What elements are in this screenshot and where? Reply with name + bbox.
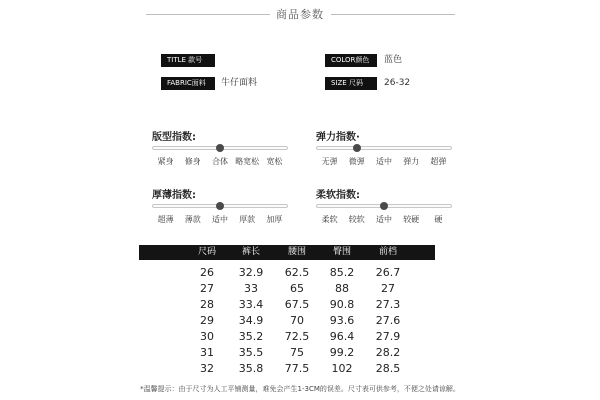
size-table-cell: 26.7 (375, 266, 401, 279)
size-table-header-cell: 前档 (378, 247, 398, 257)
softness-option: 柔软 (321, 215, 338, 224)
size-table-cell: 27 (200, 282, 214, 295)
fit-index-title: 版型指数: (152, 132, 196, 143)
size-table-cell: 35.2 (238, 330, 264, 343)
size-table-cell: 99.2 (329, 346, 355, 359)
softness-option: 硬 (434, 215, 443, 224)
fabric-label: FABRIC面料 (161, 77, 215, 90)
softness-index-marker (380, 202, 388, 210)
size-table-cell: 32 (200, 362, 214, 375)
size-table-cell: 28.2 (375, 346, 401, 359)
size-table-cell: 102 (331, 362, 353, 375)
size-table-header-cell: 臀围 (332, 247, 352, 257)
fit-option: 合体 (212, 157, 228, 166)
color-value: 蓝色 (384, 55, 403, 65)
thickness-option: 适中 (212, 215, 228, 224)
elastic-index-marker (353, 144, 361, 152)
size-table-cell: 29 (200, 314, 214, 327)
size-table-cell: 27.9 (375, 330, 401, 343)
size-table-header-cell: 尺码 (197, 247, 217, 257)
softness-option: 较软 (348, 215, 365, 224)
size-table-cell: 67.5 (284, 298, 310, 311)
size-table-cell: 28.5 (375, 362, 401, 375)
elastic-option: 微弹 (348, 157, 365, 166)
measurement-note: *温馨提示：由于尺寸为人工平铺测量，难免会产生1-3CM的误差。尺寸表可供参考，不便之处请谅解。 (140, 385, 460, 393)
size-table-cell: 31 (200, 346, 214, 359)
elastic-index-title: 弹力指数· (316, 132, 360, 143)
section-title: 商品参数 (276, 8, 324, 21)
size-table-cell: 33 (244, 282, 258, 295)
thickness-index-marker (216, 202, 224, 210)
size-table-header-cell: 裤长 (241, 247, 261, 257)
size-table-cell: 34.9 (238, 314, 264, 327)
size-table-cell: 70 (290, 314, 304, 327)
fit-option: 修身 (184, 157, 201, 166)
thickness-index-title: 厚薄指数: (152, 190, 196, 201)
elastic-option: 弹力 (403, 157, 420, 166)
softness-option: 较硬 (403, 215, 420, 224)
size-table-cell: 33.4 (238, 298, 264, 311)
thickness-option: 超薄 (157, 215, 174, 224)
fit-option: 紧身 (157, 157, 174, 166)
size-table-header-cell: 腰围 (287, 247, 307, 257)
elastic-option: 超弹 (430, 157, 447, 166)
fit-option: 略宽松 (235, 157, 260, 166)
header-divider-right (331, 14, 455, 15)
size-table-cell: 27 (381, 282, 395, 295)
size-table-cell: 27.3 (375, 298, 401, 311)
fabric-value: 牛仔面料 (221, 78, 258, 88)
size-table-cell: 75 (290, 346, 304, 359)
title-label: TITLE 款号 (161, 54, 215, 67)
thickness-option: 加厚 (266, 215, 283, 224)
size-label: SIZE 尺码 (325, 77, 377, 90)
size-table-cell: 32.9 (238, 266, 264, 279)
size-table-cell: 77.5 (284, 362, 310, 375)
elastic-option: 适中 (376, 157, 392, 166)
size-table-cell: 90.8 (329, 298, 355, 311)
size-table-cell: 27.6 (375, 314, 401, 327)
size-table-cell: 93.6 (329, 314, 355, 327)
softness-option: 适中 (376, 215, 392, 224)
thickness-option: 厚款 (239, 215, 256, 224)
size-table-cell: 96.4 (329, 330, 355, 343)
size-table-cell: 88 (335, 282, 349, 295)
fit-index-marker (216, 144, 224, 152)
elastic-option: 无弹 (321, 157, 338, 166)
size-table-cell: 28 (200, 298, 214, 311)
thickness-option: 薄款 (184, 215, 201, 224)
size-table-cell: 65 (290, 282, 304, 295)
size-table-cell: 62.5 (284, 266, 310, 279)
size-table-cell: 85.2 (329, 266, 355, 279)
size-table-cell: 35.8 (238, 362, 264, 375)
size-value: 26-32 (384, 78, 411, 88)
size-table-cell: 30 (200, 330, 214, 343)
fit-option: 宽松 (266, 157, 283, 166)
size-table-cell: 72.5 (284, 330, 310, 343)
size-table-cell: 26 (200, 266, 214, 279)
color-label: COLOR颜色 (325, 54, 377, 67)
elastic-index-track (316, 146, 452, 150)
softness-index-title: 柔软指数: (316, 190, 360, 201)
size-table-cell: 35.5 (238, 346, 264, 359)
